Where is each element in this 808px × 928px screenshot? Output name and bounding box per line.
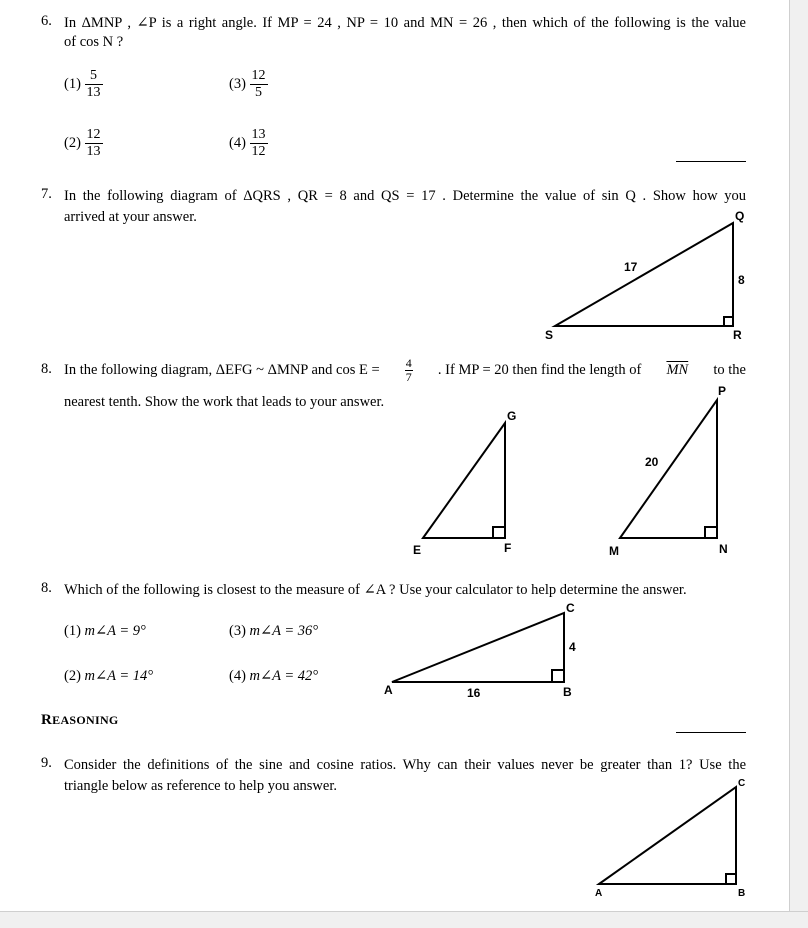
q8a-frac-den: 7 (405, 369, 412, 384)
q7-triangle-diagram (540, 205, 760, 345)
q8b-option-3-text: m∠A = 36° (249, 623, 319, 639)
q8b-label-C: C (566, 601, 575, 615)
q8a-triangle-mnp-diagram (605, 380, 755, 560)
q6-option-1-den: 13 (86, 85, 101, 100)
q9-label-A: A (595, 888, 603, 899)
q8a-line1-part-c: to the (713, 361, 746, 378)
q8a-label-F: F (504, 541, 512, 555)
q8b-line1: Which of the following is closest to the measure of ∠A ? Use your calculator to help determine the answer. (64, 582, 687, 598)
q6-line2: of cos N ? (64, 34, 124, 50)
q8a-line2: nearest tenth. Show the work that leads to your answer. (64, 394, 385, 410)
q8b-option-2-text: m∠A = 14° (84, 668, 154, 684)
q6-option-2-num: 12 (86, 127, 101, 142)
q6-number: 6. (41, 13, 52, 29)
q8a-label-G: G (507, 409, 517, 423)
q6-option-3[interactable] (229, 68, 268, 101)
q8b-label-base: 16 (467, 686, 481, 700)
q7-label-R: R (733, 328, 742, 342)
q8a-number: 8. (41, 361, 52, 377)
q8b-option-1-text: m∠A = 9° (84, 623, 146, 639)
q6-option-1-num: 5 (85, 68, 103, 85)
q8a-segment: $\overline{MN}$ (666, 361, 689, 378)
q6-option-2-fraction (85, 127, 103, 160)
q8b-label-A: A (384, 683, 393, 697)
q7-right-angle-mark (724, 317, 733, 326)
q8a-frac-num: 4 (405, 355, 412, 370)
q6-option-3-label: (3) (229, 75, 246, 92)
q8b-option-4[interactable] (229, 668, 318, 685)
q9-triangle-diagram (585, 772, 755, 902)
q8b-label-leg: 4 (569, 640, 576, 654)
q6-option-3-fraction (250, 68, 268, 101)
q7-label-hypotenuse: 17 (624, 260, 638, 274)
scrollbar-track-horizontal[interactable] (0, 911, 808, 928)
q8a-label-hypotenuse: 20 (645, 455, 659, 469)
q8b-option-3-label: (3) (229, 623, 246, 639)
q8b-right-angle-mark (552, 670, 564, 682)
q6-option-1-label: (1) (64, 75, 81, 92)
q7-label-S: S (545, 328, 554, 342)
q8a-triangle-efg-diagram (405, 400, 535, 560)
q8b-triangle (392, 613, 564, 682)
q6-option-1[interactable] (64, 68, 103, 101)
q8a-mnp-right-angle-mark (705, 527, 717, 538)
reasoning-heading-rest: EASONING (52, 713, 119, 727)
q8a-triangle-efg (423, 423, 505, 538)
q8b-label-B: B (563, 685, 572, 699)
q8b-number: 8. (41, 580, 52, 596)
q7-number: 7. (41, 186, 52, 202)
q6-option-2[interactable] (64, 127, 103, 160)
q6-option-3-den: 5 (255, 85, 263, 100)
q9-triangle (599, 787, 736, 884)
q9-line2: triangle below as reference to help you answer. (64, 778, 337, 794)
q6-option-4[interactable] (229, 127, 268, 160)
q7-label-leg: 8 (738, 273, 745, 287)
q9-number: 9. (41, 755, 52, 771)
q9-line1: Consider the definitions of the sine and cosine ratios. Why can their values never be greater than 1? Use the (64, 757, 746, 773)
q8b-option-4-text: m∠A = 42° (249, 668, 319, 684)
q8b-option-1-label: (1) (64, 623, 81, 639)
q6-line1: In ΔMNP , ∠P is a right angle. If MP = 24 , NP = 10 and MN = 26 , then which of the following is the value (64, 15, 746, 31)
q6-option-4-num: 13 (251, 127, 266, 142)
q8a-label-M: M (609, 544, 619, 558)
q8b-triangle-diagram (380, 598, 590, 703)
q7-line2: arrived at your answer. (64, 209, 197, 225)
q8a-label-E: E (413, 543, 422, 557)
q8b-option-4-label: (4) (229, 668, 246, 684)
q8b-option-2[interactable] (64, 668, 153, 685)
q6-answer-blank[interactable] (676, 161, 746, 162)
reasoning-heading-first: R (41, 712, 53, 728)
q8a-triangle-mnp (620, 400, 717, 538)
q8b-option-3[interactable] (229, 623, 318, 640)
q8a-efg-right-angle-mark (493, 527, 505, 538)
q6-option-3-num: 12 (251, 68, 266, 83)
q9-label-B: B (738, 888, 746, 899)
q6-option-4-label: (4) (229, 134, 246, 151)
q9-right-angle-mark (726, 874, 736, 884)
q6-option-1-fraction (85, 68, 103, 101)
q6-option-2-label: (2) (64, 134, 81, 151)
reasoning-heading (41, 712, 119, 729)
q8b-option-2-label: (2) (64, 668, 81, 684)
q6-option-2-den: 13 (86, 144, 101, 159)
q9-label-C: C (738, 778, 746, 789)
q8a-label-P: P (718, 384, 727, 398)
q8a-line1-part-a: In the following diagram, ΔEFG ~ ΔMNP and cos E = (64, 361, 380, 378)
scrollbar-track-vertical[interactable] (789, 0, 808, 911)
q8a-cos-fraction (405, 357, 413, 384)
q6-option-4-fraction (250, 127, 268, 160)
q6-option-4-den: 12 (251, 144, 266, 159)
q7-triangle (555, 223, 733, 326)
q7-label-Q: Q (735, 209, 745, 223)
q8a-line1-part-b: . If MP = 20 then find the length of (437, 361, 642, 378)
q8b-answer-blank[interactable] (676, 732, 746, 733)
q7-line1: In the following diagram of ΔQRS , QR = 8 and QS = 17 . Determine the value of sin Q . Show how you (64, 188, 746, 204)
q8a-label-N: N (719, 542, 728, 556)
q8b-option-1[interactable] (64, 623, 146, 640)
